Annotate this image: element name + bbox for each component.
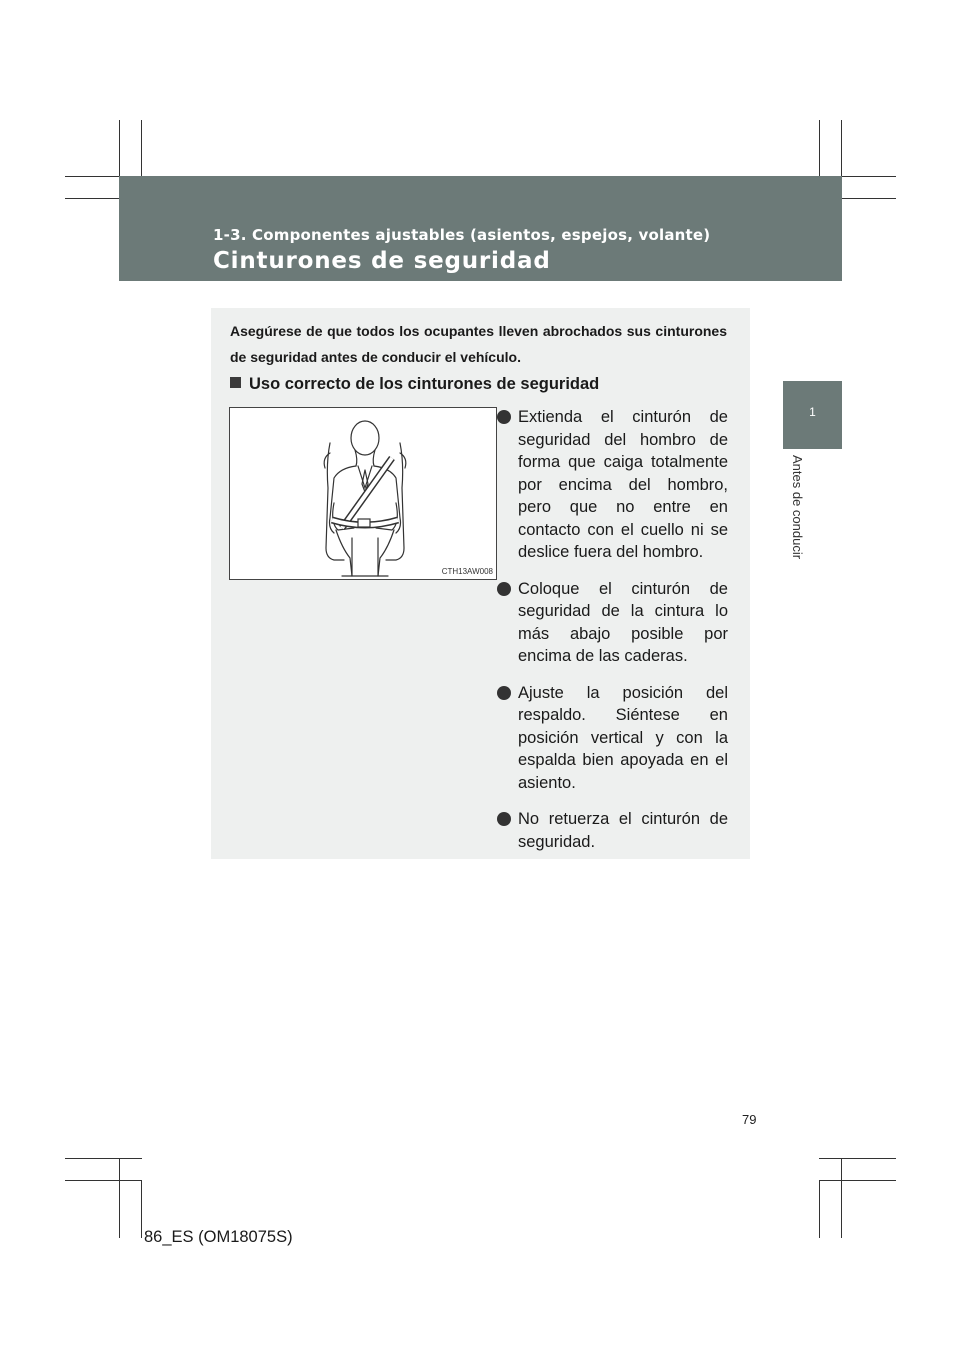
intro-text: Asegúrese de que todos los ocupantes lleven abrochados sus cinturones de seguridad antes de conducir el vehículo. (230, 323, 727, 365)
list-item-text: Coloque el cinturón de seguridad de la cintura lo más abajo posible por encima de las caderas. (518, 579, 728, 665)
list-item-text: No retuerza el cinturón de seguridad. (518, 810, 728, 851)
crop-mark (65, 1180, 142, 1181)
list-item-text: Extienda el cinturón de seguridad del hombro de forma que caiga totalmente por encima del hombro, pero que no entre en contacto con el cuello ni se deslice fuera del hombro. (518, 408, 728, 561)
page-title: Cinturones de seguridad (213, 248, 551, 274)
bullet-dot-icon (497, 582, 511, 596)
bullet-dot-icon (497, 812, 511, 826)
bullet-dot-icon (497, 410, 511, 424)
crop-mark (65, 1158, 142, 1159)
content-box (211, 308, 750, 859)
list-item-text: Ajuste la posición del respaldo. Siéntese en posición vertical y con la espalda bien apoyada en el asiento. (518, 683, 728, 792)
header-band (119, 176, 842, 281)
chapter-tab[interactable] (783, 381, 842, 449)
crop-mark (819, 1180, 896, 1181)
crop-mark (119, 1158, 120, 1238)
chapter-number: 1 (809, 405, 816, 419)
crop-mark (819, 1158, 896, 1159)
crop-mark (841, 1158, 842, 1238)
bullet-list (497, 406, 728, 867)
subheading (230, 372, 730, 396)
seatbelt-illustration (229, 407, 497, 580)
square-bullet-icon (230, 377, 241, 388)
list-item (497, 578, 728, 668)
page-number: 79 (742, 1112, 757, 1127)
crop-mark (141, 1180, 142, 1238)
crop-mark (819, 1180, 820, 1238)
subheading-text: Uso correcto de los cinturones de seguridad (249, 375, 600, 393)
list-item (497, 682, 728, 795)
figure-code: CTH13AW008 (441, 567, 493, 576)
document-code: 86_ES (OM18075S) (144, 1228, 293, 1246)
bullet-dot-icon (497, 686, 511, 700)
list-item (497, 808, 728, 853)
seated-person-illustration (230, 408, 496, 579)
section-label: 1-3. Componentes ajustables (asientos, espejos, volante) (213, 226, 711, 244)
chapter-name: Antes de conducir (790, 455, 805, 560)
list-item (497, 406, 728, 564)
